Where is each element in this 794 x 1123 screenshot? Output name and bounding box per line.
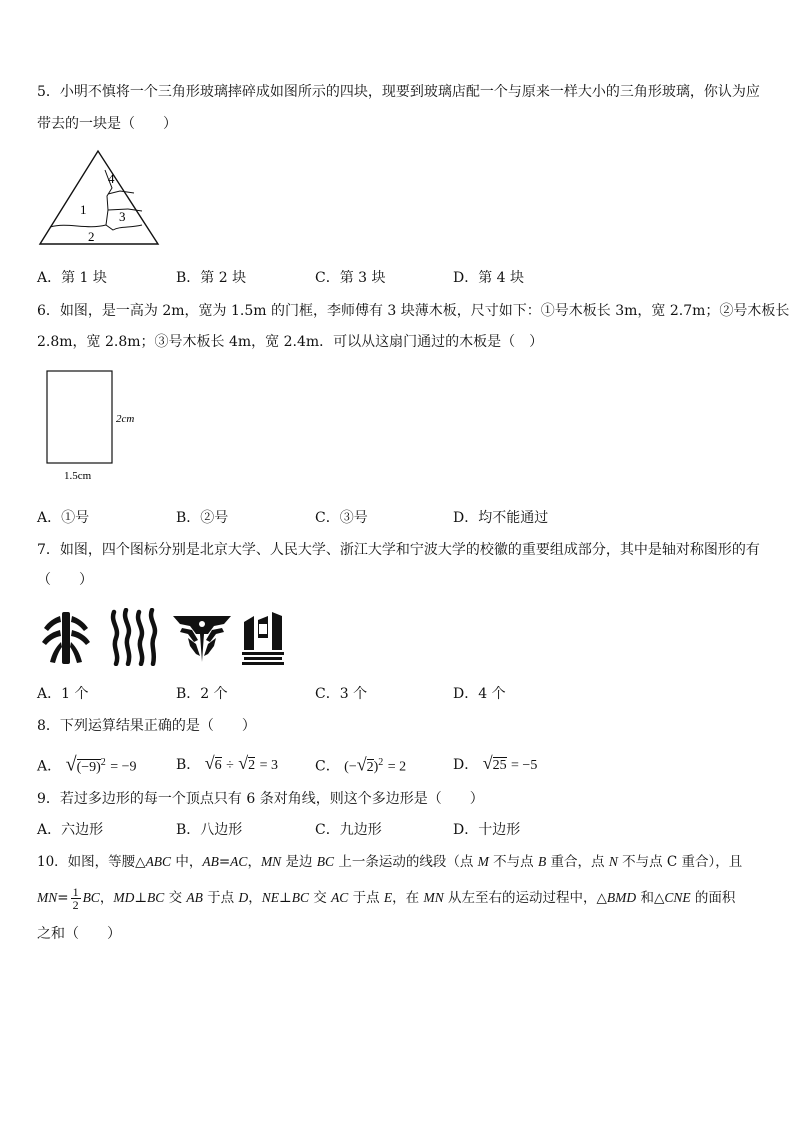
q7-stem-line1: 7．如图，四个图标分别是北京大学、人民大学、浙江大学和宁波大学的校徽的重要组成部分，其中是轴对称图形的有 bbox=[37, 542, 760, 558]
q5-stem-line2: 带去的一块是（ ） bbox=[37, 116, 177, 132]
q10-l2-t0: MN bbox=[37, 890, 58, 905]
q6-option-d[interactable]: D．均不能通过 bbox=[453, 510, 549, 526]
q10-l2-t24: BMD bbox=[606, 890, 637, 905]
q8-option-a-exponent: 2 bbox=[100, 757, 106, 768]
q10-l1-t5: AC bbox=[230, 854, 248, 869]
q10-l2-t10: AB bbox=[186, 890, 203, 905]
q8-option-c[interactable] bbox=[315, 753, 406, 778]
q10-l2-t5: ， bbox=[99, 890, 114, 906]
q8-option-a[interactable] bbox=[37, 753, 137, 778]
q10-l2-t17: 交 bbox=[308, 890, 332, 906]
q6-option-a[interactable]: A．①号 bbox=[37, 510, 90, 526]
q8-stem-line1: 8．下列运算结果正确的是（ ） bbox=[37, 718, 256, 734]
q10-l1-t2: 中， bbox=[171, 854, 203, 870]
q6-option-c[interactable]: C．③号 bbox=[315, 510, 368, 526]
q5-broken-triangle-figure bbox=[38, 148, 160, 248]
q9-option-b[interactable]: B．八边形 bbox=[176, 822, 243, 838]
q10-l1-t3: AB bbox=[202, 854, 219, 869]
q7-stem-line2: （ ） bbox=[37, 572, 93, 588]
q8-option-c-radical: √ bbox=[356, 754, 367, 775]
q10-l2-t14: NE bbox=[261, 890, 279, 905]
q10-l2-t18: AC bbox=[331, 890, 349, 905]
q10-l2-t12: D bbox=[238, 890, 249, 905]
q10-fraction-denominator: 2 bbox=[72, 898, 79, 912]
ningbo-university-emblem-icon bbox=[240, 610, 286, 666]
q8-option-b[interactable] bbox=[176, 753, 278, 776]
q8-option-a-radicand: (−9) bbox=[76, 759, 101, 775]
q8-option-d-result: = −5 bbox=[511, 758, 538, 773]
q10-l2-t23: 从左至右的运动过程中，△ bbox=[443, 890, 607, 906]
q10-stem-line1 bbox=[37, 852, 742, 872]
renmin-university-emblem-icon bbox=[108, 608, 158, 666]
q10-l2-t25: 和△ bbox=[636, 890, 665, 906]
q8-option-d-radicand: 25 bbox=[492, 758, 507, 773]
q8-option-c-letter: C． bbox=[315, 758, 340, 775]
q6-door-frame-figure bbox=[44, 368, 154, 484]
q10-l1-t0: 10．如图，等腰△ bbox=[37, 854, 146, 870]
q6-stem-line2: 2.8m，宽 2.8m；③号木板长 4m，宽 2.4m．可以从这扇门通过的木板是（ ） bbox=[37, 334, 544, 350]
q5-option-d[interactable]: D．第 4 块 bbox=[453, 270, 525, 286]
q8-option-d-letter: D． bbox=[453, 757, 479, 773]
q8-option-b-radical-2: √ bbox=[238, 753, 249, 773]
q6-width-label: 1.5cm bbox=[64, 470, 92, 482]
q10-stem-line3: 之和（ ） bbox=[37, 926, 121, 942]
q10-l1-t9: BC bbox=[316, 854, 335, 869]
q5-option-a[interactable]: A．第 1 块 bbox=[37, 270, 107, 286]
q10-l1-t8: 是边 bbox=[281, 854, 317, 870]
q10-l1-t16: 不与点 C 重合），且 bbox=[617, 854, 743, 870]
q5-stem-line1: 5．小明不慎将一个三角形玻璃摔碎成如图所示的四块，现要到玻璃店配一个与原来一样大小的三角形玻璃，你认为应 bbox=[37, 84, 760, 100]
q8-option-a-letter: A． bbox=[37, 758, 62, 775]
q8-option-b-radical-1: √ bbox=[204, 753, 215, 773]
q10-l2-t21: ，在 bbox=[392, 890, 424, 906]
q10-l2-t13: ， bbox=[248, 890, 262, 906]
q9-option-a[interactable]: A．六边形 bbox=[37, 822, 104, 838]
q10-l2-t9: 交 bbox=[164, 890, 187, 906]
q10-l2-t26: CNE bbox=[664, 890, 691, 905]
peking-university-emblem-icon bbox=[40, 610, 92, 666]
q10-l1-t10: 上一条运动的线段（点 bbox=[334, 854, 478, 870]
q5-piece-label-1: 1 bbox=[80, 202, 87, 217]
q10-l1-t12: 不与点 bbox=[488, 854, 538, 870]
q5-option-c[interactable]: C．第 3 块 bbox=[315, 270, 386, 286]
q10-l2-t11: 于点 bbox=[202, 890, 239, 906]
q10-l2-t7: ⊥ bbox=[134, 890, 148, 906]
q5-piece-label-4: 4 bbox=[108, 171, 115, 186]
q9-stem-line1: 9．若过多边形的每一个顶点只有 6 条对角线，则这个多边形是（ ） bbox=[37, 791, 484, 807]
q9-option-c[interactable]: C．九边形 bbox=[315, 822, 382, 838]
q10-l1-t6: ， bbox=[247, 854, 261, 870]
zhejiang-university-emblem-icon bbox=[172, 612, 232, 664]
q8-option-c-open: (− bbox=[344, 759, 357, 775]
q10-l2-t27: 的面积 bbox=[690, 890, 736, 906]
q8-option-a-result: = −9 bbox=[110, 759, 137, 775]
q8-option-b-letter: B． bbox=[176, 757, 201, 773]
q10-l1-t11: M bbox=[477, 854, 489, 869]
q10-l1-t7: MN bbox=[260, 854, 282, 869]
q10-l2-t4: BC bbox=[82, 890, 100, 905]
q8-option-b-radicand-2: 2 bbox=[248, 758, 256, 773]
q5-option-b[interactable]: B．第 2 块 bbox=[176, 270, 247, 286]
q7-option-c[interactable]: C．3 个 bbox=[315, 686, 368, 702]
q10-l2-t20: E bbox=[383, 890, 393, 905]
q10-fraction-half bbox=[71, 886, 81, 911]
q7-option-d[interactable]: D．4 个 bbox=[453, 686, 506, 702]
q8-option-a-radical: √ bbox=[65, 753, 77, 776]
q9-option-d[interactable]: D．十边形 bbox=[453, 822, 521, 838]
q7-option-a[interactable]: A．1 个 bbox=[37, 686, 89, 702]
q8-option-b-result: = 3 bbox=[259, 758, 278, 773]
q5-piece-label-3: 3 bbox=[119, 209, 126, 224]
q8-option-b-radicand-1: 6 bbox=[214, 758, 222, 773]
q10-l2-t22: MN bbox=[423, 890, 444, 905]
q10-l2-t19: 于点 bbox=[348, 890, 384, 906]
q7-option-b[interactable]: B．2 个 bbox=[176, 686, 228, 702]
q6-option-b[interactable]: B．②号 bbox=[176, 510, 229, 526]
q10-l1-t13: B bbox=[537, 854, 547, 869]
q10-fraction-numerator: 1 bbox=[72, 885, 79, 899]
q10-stem-line2 bbox=[37, 884, 735, 912]
q8-option-d[interactable] bbox=[453, 753, 537, 776]
q10-l1-t15: N bbox=[608, 854, 618, 869]
q8-option-c-radicand: 2 bbox=[366, 759, 374, 775]
q10-l2-t15: ⊥ bbox=[279, 890, 292, 906]
q10-l2-t16: BC bbox=[291, 890, 309, 905]
q10-l2-t8: BC bbox=[147, 890, 165, 905]
q10-l1-t4: = bbox=[218, 854, 231, 870]
q5-piece-label-2: 2 bbox=[88, 229, 95, 244]
q6-height-label: 2cm bbox=[116, 413, 135, 425]
q8-option-c-result: = 2 bbox=[387, 759, 407, 775]
q10-l1-t14: 重合，点 bbox=[546, 854, 609, 870]
q8-option-c-close: ) bbox=[373, 759, 379, 775]
q8-option-d-radical: √ bbox=[482, 753, 493, 773]
q8-option-b-operator: ÷ bbox=[226, 758, 234, 773]
q8-option-c-exponent: 2 bbox=[378, 757, 384, 768]
q10-l2-t6: MD bbox=[113, 890, 135, 905]
q10-l2-t1: = bbox=[57, 890, 69, 906]
q10-l1-t1: ABC bbox=[145, 854, 172, 869]
q6-stem-line1: 6．如图，是一高为 2m，宽为 1.5m 的门框，李师傅有 3 块薄木板，尺寸如下：①号木板长 3m，宽 2.7m；②号木板长 bbox=[37, 303, 790, 319]
